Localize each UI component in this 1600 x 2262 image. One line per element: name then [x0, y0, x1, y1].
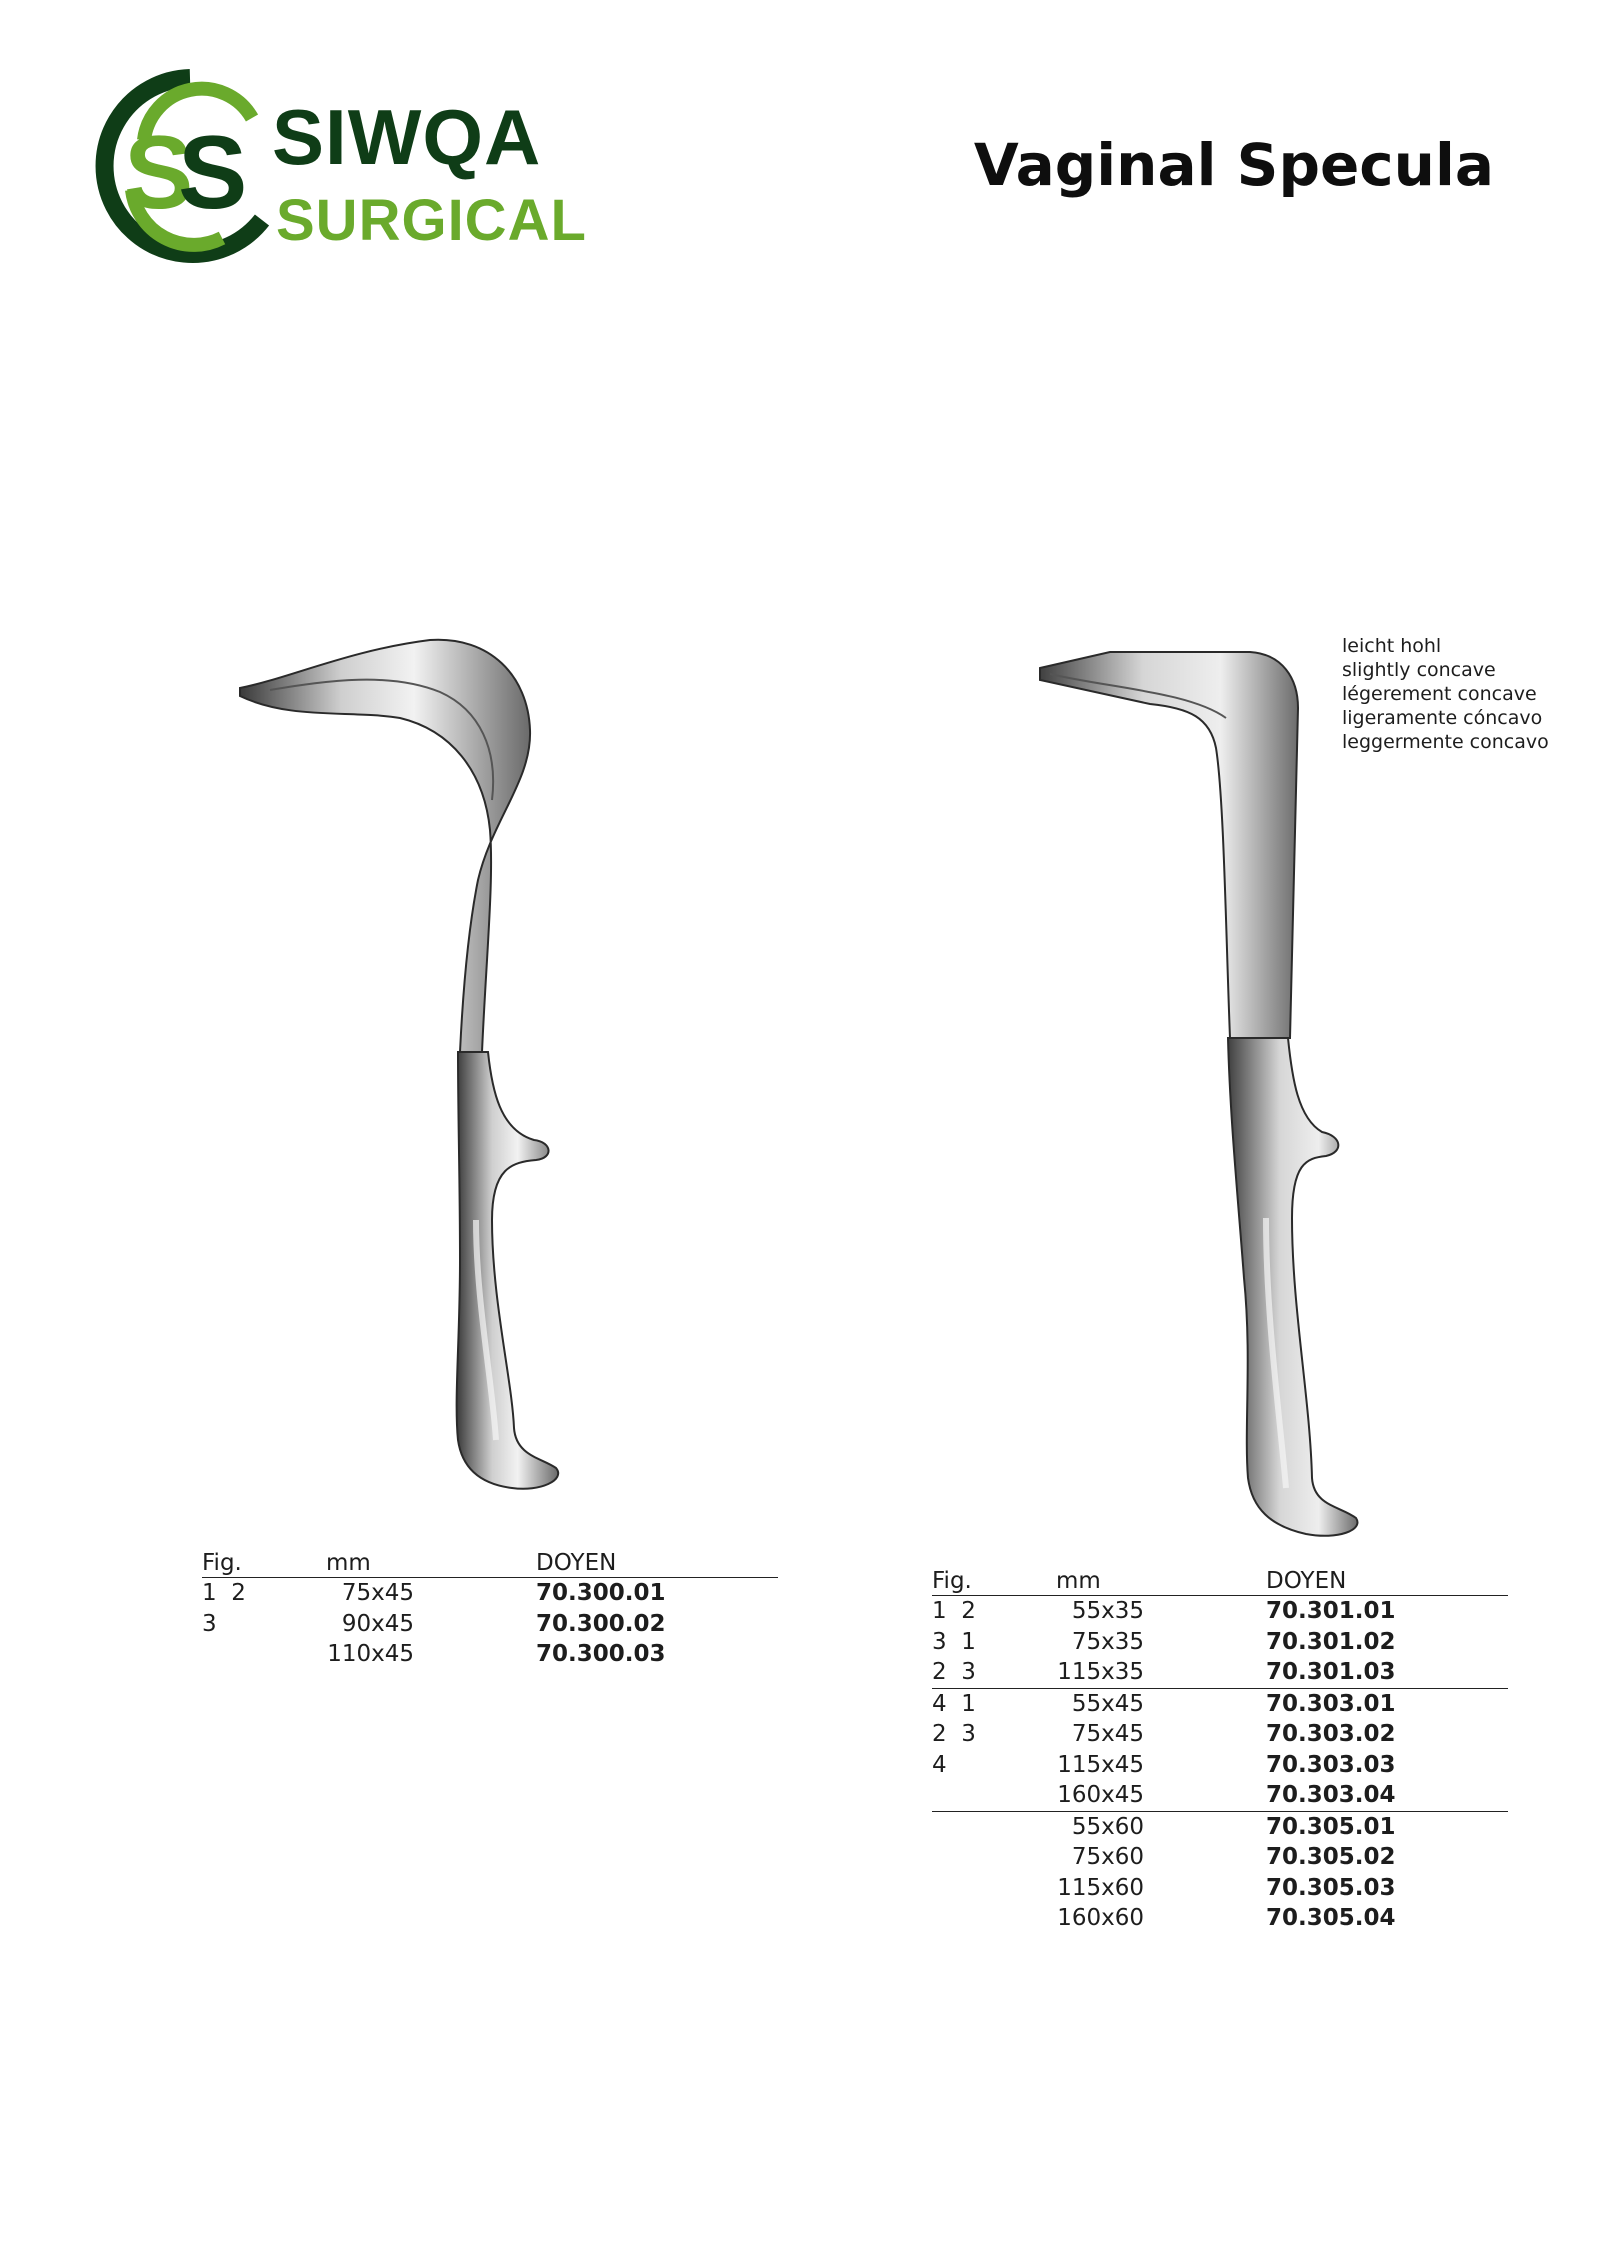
cell-mm: 160x60	[1057, 1905, 1144, 1931]
cell-code: 70.301.03	[1266, 1659, 1396, 1685]
cell-code: 70.303.03	[1266, 1751, 1396, 1778]
header-code: DOYEN	[536, 1550, 617, 1576]
cell-mm: 115x45	[1057, 1751, 1144, 1778]
doyen-speculum-left-illustration	[230, 620, 650, 1510]
cell-mm: 55x45	[1071, 1690, 1144, 1717]
cell-mm: 75x60	[1071, 1844, 1144, 1870]
note-line: slightly concave	[1342, 659, 1496, 681]
cell-fig: 4 1	[932, 1690, 976, 1717]
cell-mm: 55x60	[1071, 1813, 1144, 1840]
cell-code: 70.300.03	[536, 1641, 666, 1667]
table-row	[932, 1689, 1508, 1720]
cell-code: 70.300.01	[536, 1580, 666, 1606]
header-fig: Fig.	[202, 1550, 242, 1576]
cell-code: 70.305.01	[1266, 1813, 1396, 1840]
header-mm: mm	[1056, 1568, 1101, 1594]
cell-fig: 3 1	[932, 1628, 976, 1655]
table-row	[932, 1627, 1508, 1658]
cell-fig: 3	[202, 1610, 217, 1637]
product-table-right	[932, 1566, 1508, 1934]
cell-mm: 75x45	[1071, 1721, 1144, 1747]
table-row	[202, 1609, 778, 1640]
cell-code: 70.301.01	[1266, 1598, 1396, 1624]
page-title: Vaginal Specula	[973, 131, 1494, 199]
note-line: leicht hohl	[1342, 635, 1442, 657]
table-row	[932, 1657, 1508, 1689]
header-mm: mm	[326, 1550, 371, 1576]
table-row	[932, 1719, 1508, 1750]
table-row	[932, 1596, 1508, 1627]
table-row	[202, 1578, 778, 1609]
table-row	[932, 1842, 1508, 1873]
cell-mm: 115x60	[1057, 1874, 1144, 1901]
cell-mm: 115x35	[1057, 1659, 1144, 1685]
cell-code: 70.300.02	[536, 1610, 666, 1637]
brand-name-line2: SURGICAL	[276, 188, 587, 253]
cell-code: 70.305.03	[1266, 1874, 1396, 1901]
cell-code: 70.303.01	[1266, 1690, 1396, 1717]
header-code: DOYEN	[1266, 1568, 1347, 1594]
table-row	[202, 1639, 778, 1670]
cell-mm: 90x45	[341, 1610, 414, 1637]
cell-mm: 75x45	[341, 1580, 414, 1606]
cell-fig: 2 3	[932, 1721, 976, 1747]
cell-fig: 1 2	[202, 1580, 246, 1606]
table-row	[932, 1812, 1508, 1843]
table-header	[202, 1548, 778, 1578]
brand-name-line1: SIWQA	[272, 93, 542, 181]
table-row	[932, 1903, 1508, 1934]
table-row	[932, 1780, 1508, 1812]
logo-monogram-s2: S	[178, 115, 248, 231]
cell-code: 70.303.02	[1266, 1721, 1396, 1747]
note-line: leggermente concavo	[1342, 731, 1549, 753]
cell-mm: 55x35	[1071, 1598, 1144, 1624]
cell-mm: 110x45	[327, 1641, 414, 1667]
cell-code: 70.305.02	[1266, 1844, 1396, 1870]
cell-mm: 75x35	[1071, 1628, 1144, 1655]
header-fig: Fig.	[932, 1568, 972, 1594]
concavity-note	[1342, 634, 1549, 754]
note-line: ligeramente cóncavo	[1342, 707, 1543, 729]
note-line: légerement concave	[1342, 683, 1537, 705]
logo-monogram-s1: S	[124, 115, 194, 231]
table-header	[932, 1566, 1508, 1596]
cell-fig: 1 2	[932, 1598, 976, 1624]
table-row	[932, 1873, 1508, 1904]
cell-code: 70.303.04	[1266, 1782, 1396, 1808]
doyen-speculum-right-illustration	[1030, 638, 1390, 1538]
cell-code: 70.305.04	[1266, 1905, 1396, 1931]
table-row	[932, 1750, 1508, 1781]
product-table-left	[202, 1548, 778, 1670]
cell-fig: 4	[932, 1751, 947, 1778]
cell-mm: 160x45	[1057, 1782, 1144, 1808]
cell-code: 70.301.02	[1266, 1628, 1396, 1655]
cell-fig: 2 3	[932, 1659, 976, 1685]
